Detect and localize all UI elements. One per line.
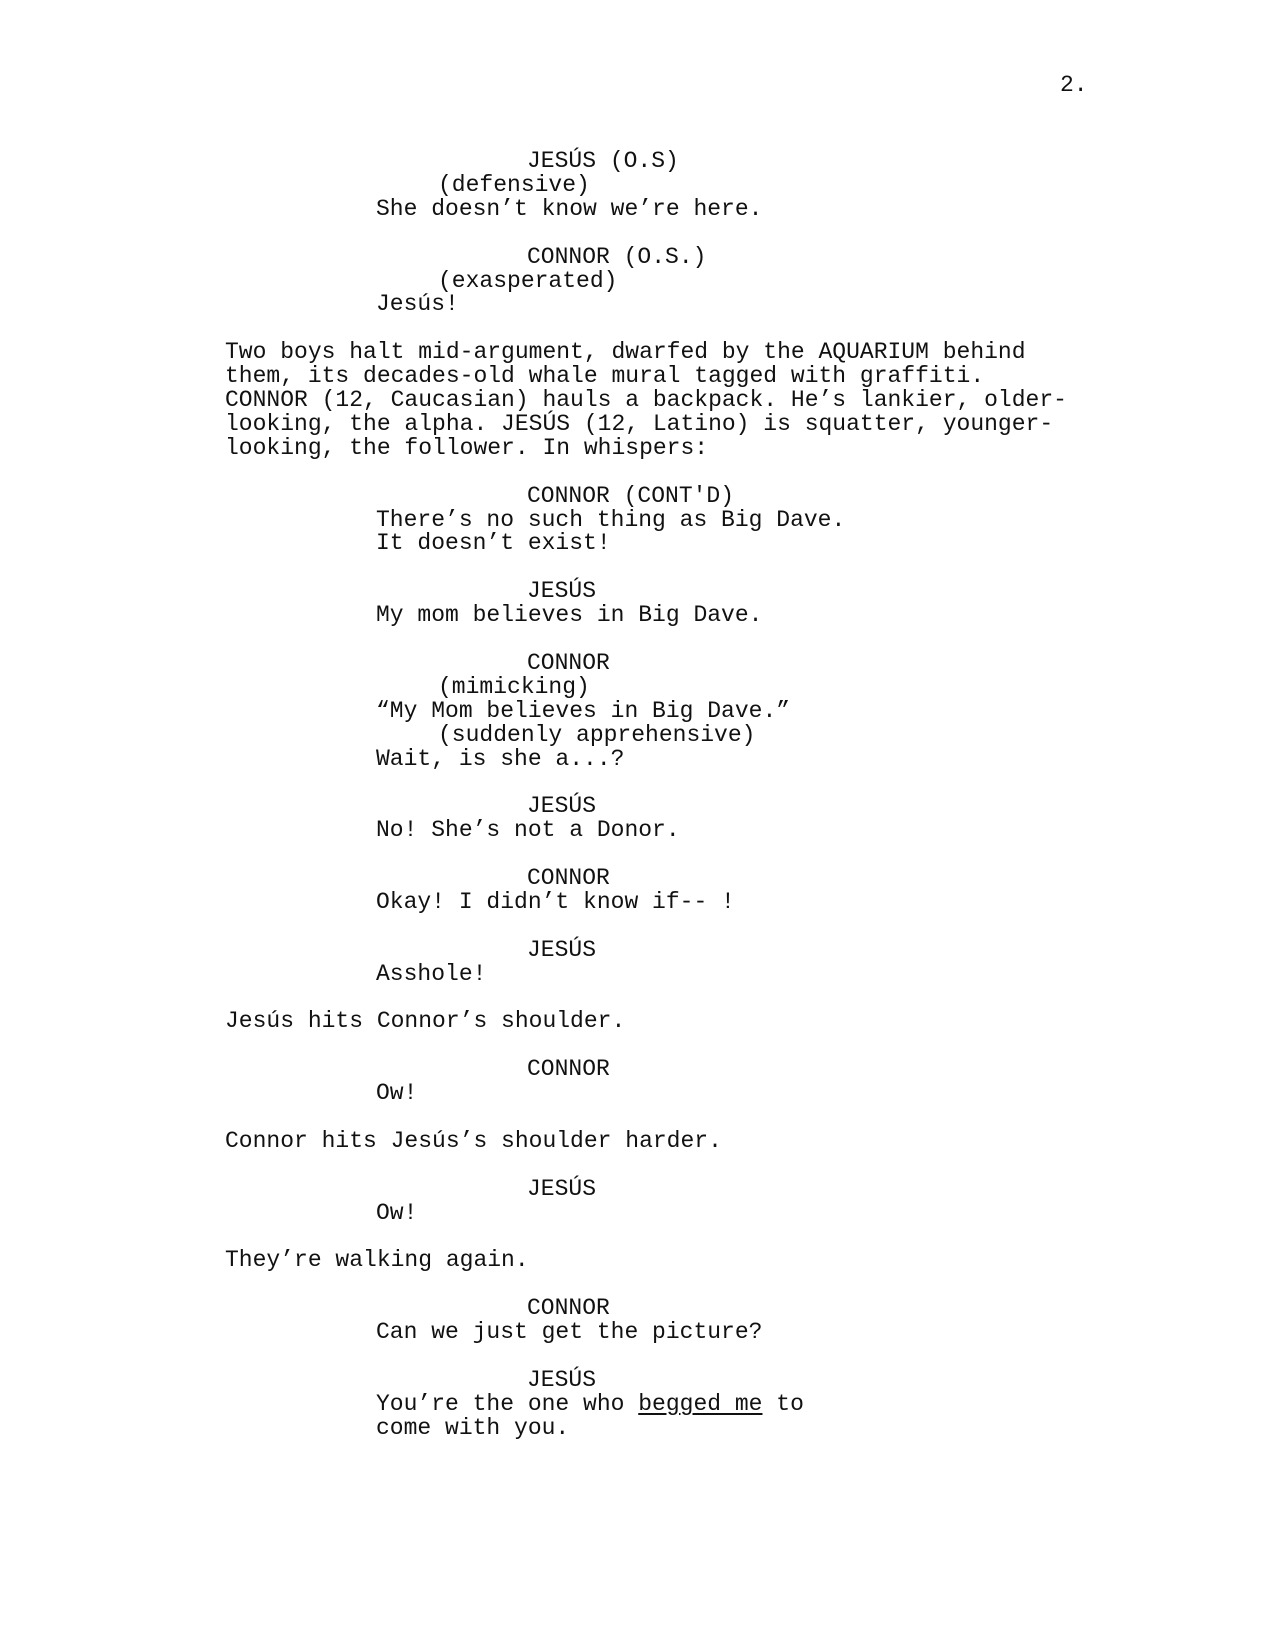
dialogue-line: Wait, is she a...?	[376, 745, 625, 772]
dialogue-line: Can we just get the picture?	[376, 1319, 763, 1346]
dialogue-line	[376, 1392, 804, 1417]
dialogue-line: Okay! I didn’t know if-- !	[376, 888, 735, 915]
character-cue: CONNOR	[527, 1295, 610, 1322]
text-segment: You’re the one who	[376, 1390, 639, 1417]
character-cue: JESÚS	[527, 793, 597, 820]
character-cue: CONNOR	[527, 649, 610, 676]
text-segment: to	[762, 1390, 804, 1417]
dialogue-line: Ow!	[376, 1080, 418, 1107]
character-cue: JESÚS	[527, 936, 597, 963]
parenthetical: (defensive)	[438, 171, 590, 198]
dialogue-line: Ow!	[376, 1199, 418, 1226]
dialogue-line: “My Mom believes in Big Dave.”	[376, 697, 791, 724]
dialogue-line: No! She’s not a Donor.	[376, 817, 680, 844]
action-line: Jesús hits Connor’s shoulder.	[225, 1008, 626, 1035]
action-line: Connor hits Jesús’s shoulder harder.	[225, 1127, 722, 1154]
action-line: them, its decades-old whale mural tagged with graffiti.	[225, 363, 985, 390]
dialogue-line: My mom believes in Big Dave.	[376, 602, 763, 629]
character-cue: CONNOR (O.S.)	[527, 243, 707, 270]
action-line: looking, the follower. In whispers:	[225, 434, 709, 461]
parenthetical: (exasperated)	[438, 267, 618, 294]
dialogue-line: Asshole!	[376, 960, 487, 987]
character-cue: CONNOR (CONT'D)	[527, 482, 735, 509]
action-line: looking, the alpha. JESÚS (12, Latino) is squatter, younger-	[225, 410, 1054, 437]
action-line: They’re walking again.	[225, 1247, 529, 1274]
action-line: CONNOR (12, Caucasian) hauls a backpack. He’s lankier, older-	[225, 387, 1067, 413]
dialogue-line: come with you.	[376, 1414, 570, 1441]
character-cue: JESÚS	[527, 578, 597, 605]
action-line: Two boys halt mid-argument, dwarfed by the AQUARIUM behind	[225, 339, 1026, 366]
dialogue-line: She doesn’t know we’re here.	[376, 195, 763, 222]
character-cue: CONNOR	[527, 1056, 610, 1083]
parenthetical: (suddenly apprehensive)	[438, 721, 756, 748]
character-cue: CONNOR	[527, 865, 610, 891]
character-cue: JESÚS	[527, 1366, 597, 1393]
character-cue: JESÚS	[527, 1175, 597, 1202]
dialogue-line: Jesús!	[376, 291, 459, 318]
underlined-text: begged me	[638, 1390, 763, 1417]
page-number: 2.	[1060, 72, 1088, 98]
character-cue: JESÚS (O.S)	[527, 148, 679, 174]
dialogue-line: There’s no such thing as Big Dave.	[376, 506, 846, 533]
dialogue-line: It doesn’t exist!	[376, 530, 611, 557]
parenthetical: (mimicking)	[438, 673, 590, 700]
